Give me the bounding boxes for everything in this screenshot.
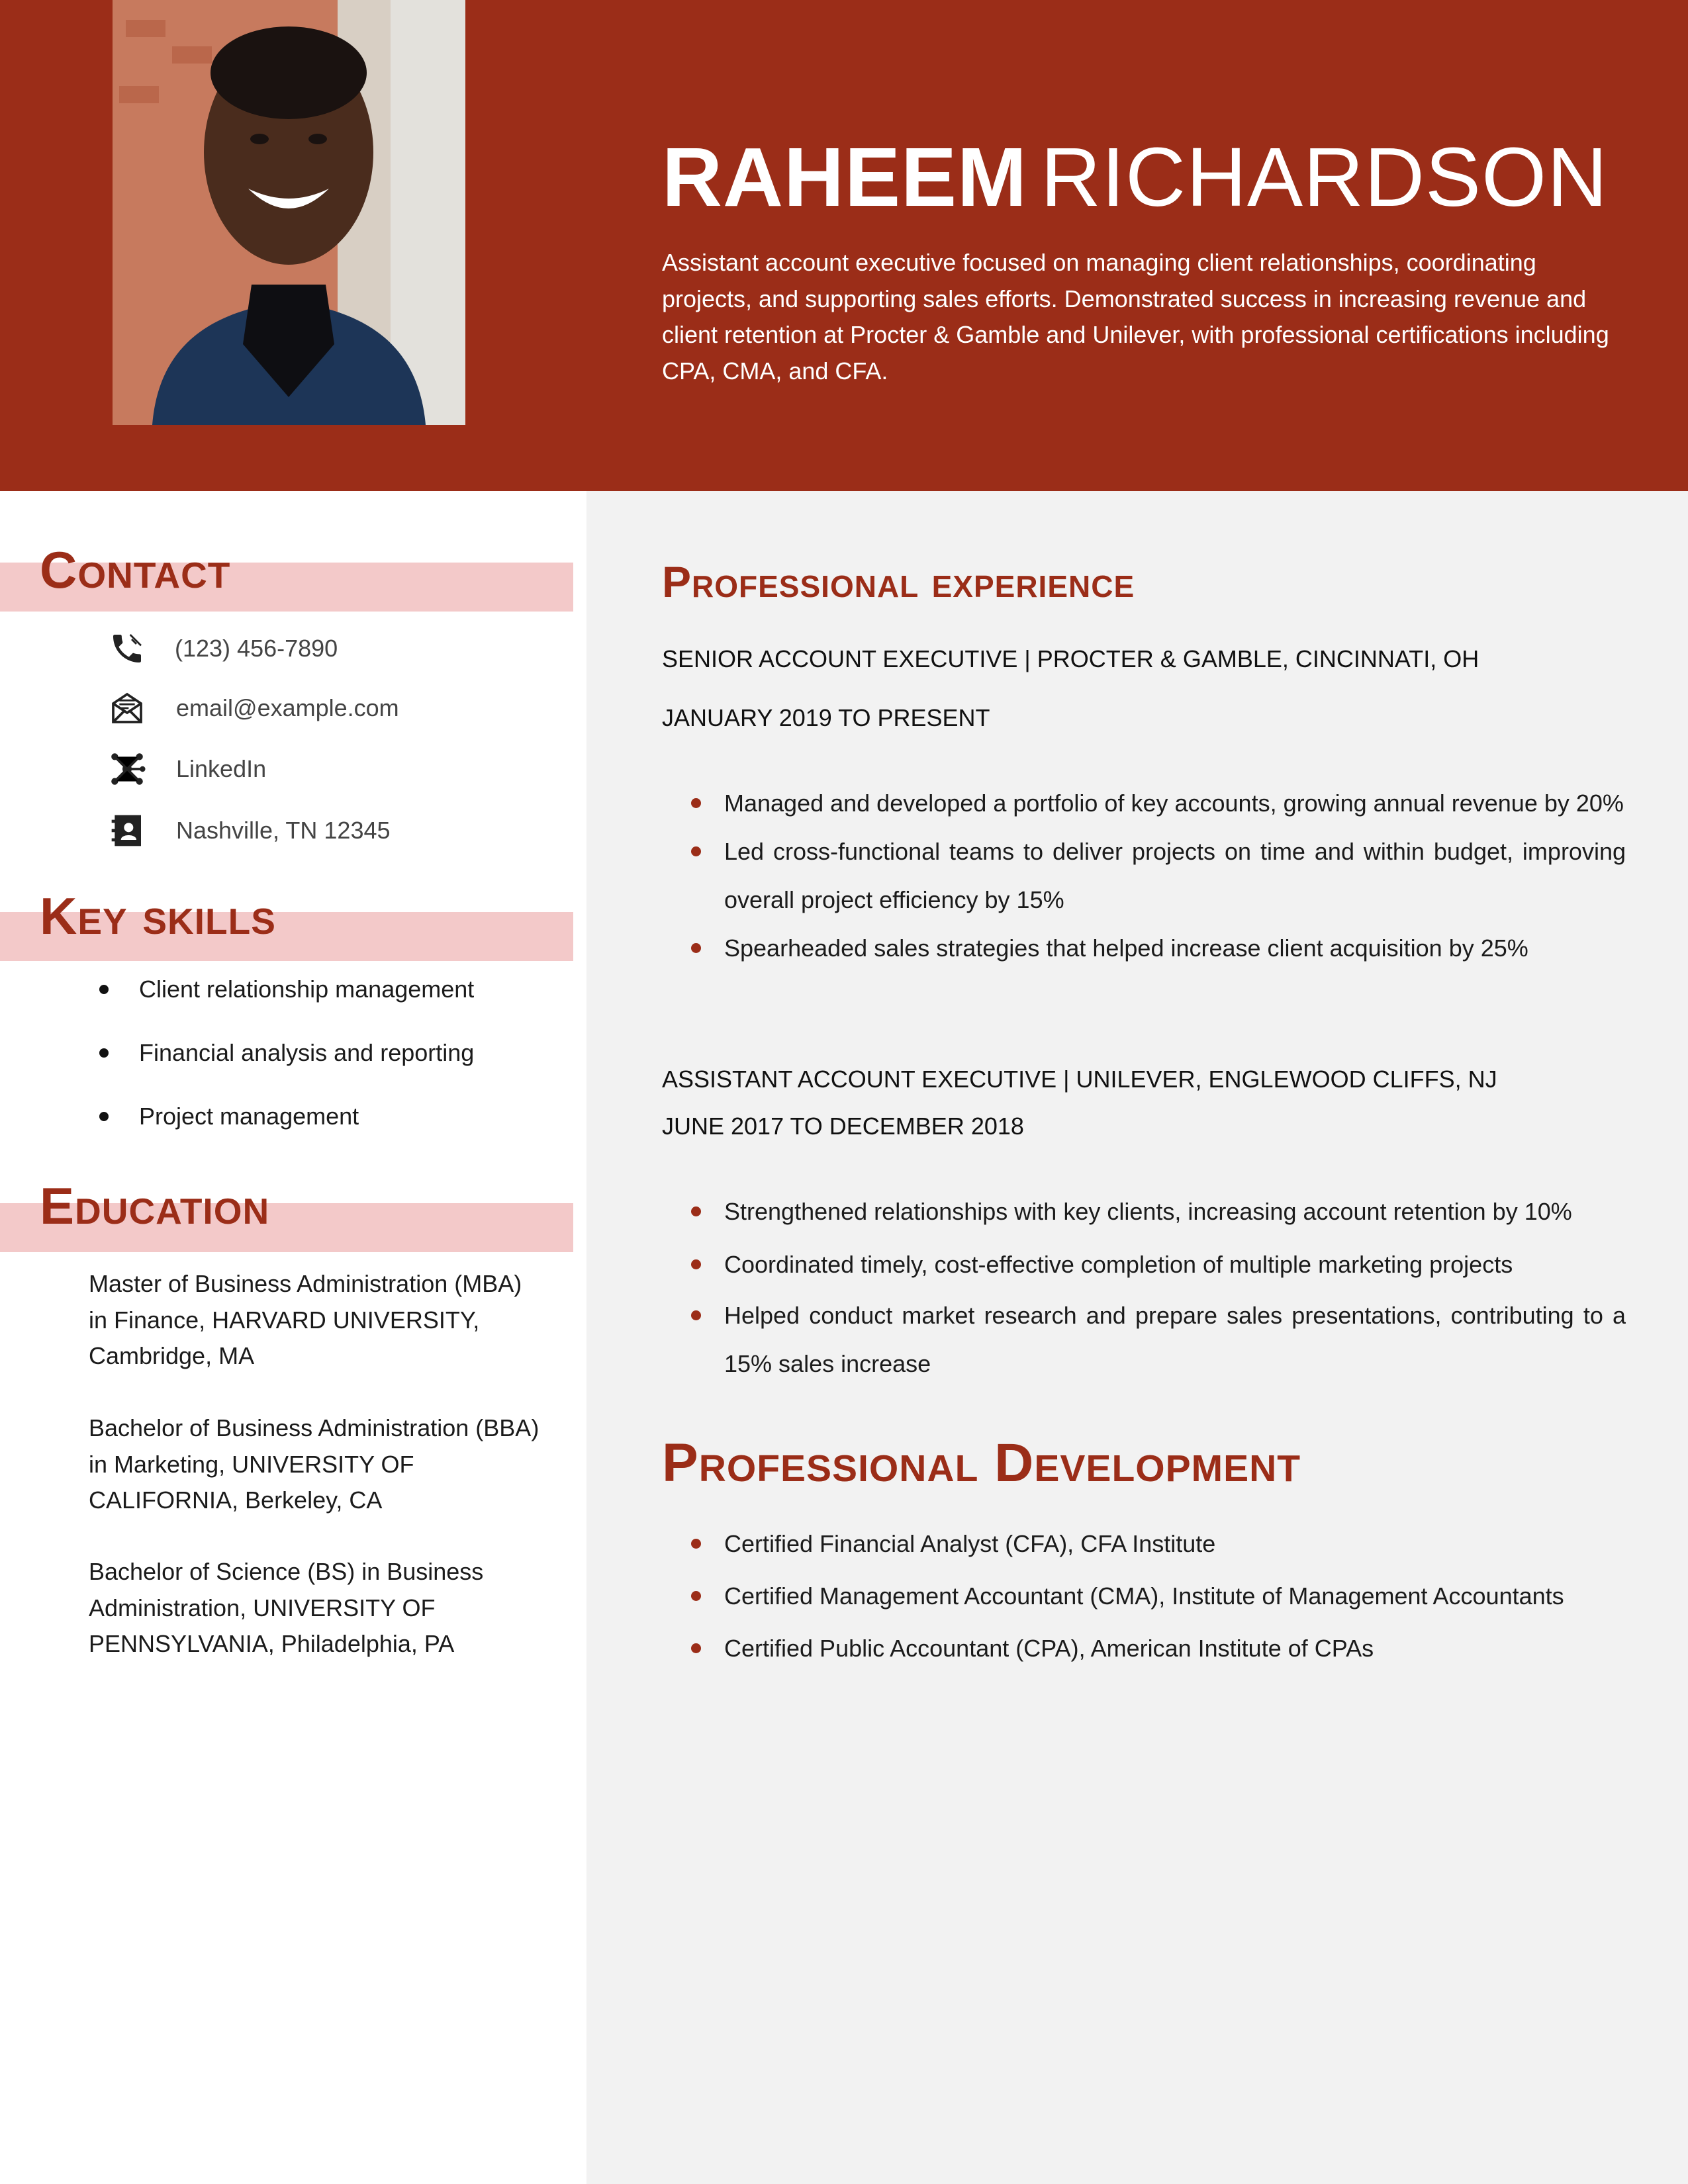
email-text: email@example.com <box>176 694 399 721</box>
job-dates: JUNE 2017 TO DECEMBER 2018 <box>662 1113 1024 1140</box>
contact-email <box>106 688 399 728</box>
contact-linkedin <box>106 749 266 789</box>
address-book-icon <box>106 811 148 850</box>
bullet-item: Certified Public Accountant (CPA), American Institute of CPAs <box>691 1622 1626 1674</box>
email-icon <box>106 688 148 728</box>
job-title: SENIOR ACCOUNT EXECUTIVE | PROCTER & GAMBLE, CINCINNATI, OH <box>662 645 1479 672</box>
job-dates: JANUARY 2019 TO PRESENT <box>662 704 990 731</box>
bullet-item: Led cross-functional teams to deliver projects on time and within budget, improving overall project efficiency by 15% <box>691 827 1626 924</box>
bullet-item: Certified Management Accountant (CMA), Institute of Management Accountants <box>691 1570 1626 1622</box>
bullet-item: Managed and developed a portfolio of key accounts, growing annual revenue by 20% <box>691 779 1626 827</box>
header-banner <box>0 0 1688 491</box>
bullet-item: Strengthened relationships with key clients, increasing account retention by 10% <box>691 1185 1626 1238</box>
address-text: Nashville, TN 12345 <box>176 817 391 844</box>
contact-address <box>106 811 391 850</box>
experience-heading: Professional experience <box>662 557 1135 606</box>
profile-summary: Assistant account executive focused on managing client relationships, coordinating projects, and supporting sales efforts. Demonstrated success in increasing revenue and client retention at Procter & Gamble and Unilever, with professional certifications including CPA, CMA, and CFA. <box>662 249 1609 385</box>
skills-heading: Key skills <box>40 887 276 945</box>
education-heading: Education <box>40 1177 270 1235</box>
skill-item: Financial analysis and reporting <box>99 1039 474 1067</box>
bullet-item: Spearheaded sales strategies that helped increase client acquisition by 25% <box>691 924 1626 972</box>
first-name: RAHEEM <box>662 130 1028 224</box>
job-bullets <box>691 1185 1626 1388</box>
education-item: Bachelor of Business Administration (BBA) in Marketing, UNIVERSITY OF CALIFORNIA, Berkeley, CA <box>89 1414 539 1514</box>
job-bullets <box>691 779 1626 972</box>
education-item: Master of Business Administration (MBA) in Finance, HARVARD UNIVERSITY, Cambridge, MA <box>89 1270 522 1369</box>
contact-phone <box>106 629 338 668</box>
skill-item: Project management <box>99 1103 359 1130</box>
network-icon <box>106 749 148 789</box>
candidate-name <box>662 129 1608 225</box>
development-heading: Professional Development <box>662 1433 1301 1493</box>
linkedin-text: LinkedIn <box>176 755 267 782</box>
contact-heading: Contact <box>40 541 231 599</box>
phone-text: (123) 456-7890 <box>175 635 338 662</box>
phone-icon <box>106 629 148 668</box>
bullet-item: Helped conduct market research and prepare sales presentations, contributing to a 15% sales increase <box>691 1291 1626 1388</box>
job-title: ASSISTANT ACCOUNT EXECUTIVE | UNILEVER, ENGLEWOOD CLIFFS, NJ <box>662 1066 1497 1093</box>
skill-item: Client relationship management <box>99 976 474 1003</box>
last-name: RICHARDSON <box>1041 130 1609 224</box>
bullet-item: Coordinated timely, cost-effective completion of multiple marketing projects <box>691 1238 1626 1291</box>
development-bullets <box>691 1518 1626 1674</box>
education-item: Bachelor of Science (BS) in Business Administration, UNIVERSITY OF PENNSYLVANIA, Philadelphia, PA <box>89 1558 484 1657</box>
bullet-item: Certified Financial Analyst (CFA), CFA Institute <box>691 1518 1626 1570</box>
profile-photo <box>113 0 465 425</box>
